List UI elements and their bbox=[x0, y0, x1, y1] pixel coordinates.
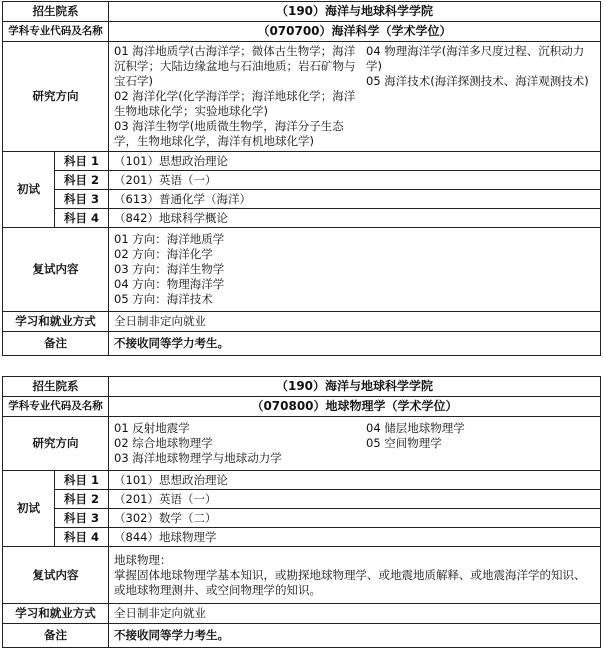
major-value: （070700）海洋科学（学术学位） bbox=[109, 22, 601, 42]
research-columns bbox=[114, 42, 595, 151]
research-direction: 05 空间物理学 bbox=[366, 436, 442, 450]
subject-value: （101）思想政治理论 bbox=[109, 471, 601, 490]
research-label: 研究方向 bbox=[3, 42, 109, 152]
notes-label: 备注 bbox=[3, 332, 109, 356]
subject-name: 科目 2 bbox=[55, 171, 109, 190]
study-mode-label: 学习和就业方式 bbox=[3, 604, 109, 624]
subject-value: （201）英语（一） bbox=[109, 490, 601, 509]
subject-name: 科目 4 bbox=[55, 528, 109, 547]
school-label: 招生院系 bbox=[3, 377, 109, 397]
school-value: （190）海洋与地球科学学院 bbox=[109, 2, 601, 22]
subject-name: 科目 1 bbox=[55, 152, 109, 171]
retest-line: 02 方向：海洋化学 bbox=[114, 247, 213, 261]
subject-name: 科目 3 bbox=[55, 509, 109, 528]
subject-name: 科目 3 bbox=[55, 190, 109, 209]
notes-label: 备注 bbox=[3, 624, 109, 648]
study-mode-value: 全日制非定向就业 bbox=[109, 312, 601, 332]
research-direction: 01 反射地震学 bbox=[114, 421, 190, 435]
retest-line: 05 方向：海洋技术 bbox=[114, 292, 213, 306]
retest-line: 掌握固体地球物理学基本知识，或勘探地球物理学、或地震地质解释、或地震海洋学的知识、或地球物理测井、或空间物理学的知识。 bbox=[114, 567, 586, 597]
research-column-right bbox=[366, 421, 595, 466]
notes-value: 不接收同等学力考生。 bbox=[109, 332, 601, 356]
subject-value: （201）英语（一） bbox=[109, 171, 601, 190]
research-direction: 02 综合地球物理学 bbox=[114, 436, 213, 450]
retest-line: 03 方向：海洋生物学 bbox=[114, 262, 225, 276]
notes-value: 不接收同等学力考生。 bbox=[109, 624, 601, 648]
research-columns bbox=[114, 419, 595, 468]
subject-value: （842）地球科学概论 bbox=[109, 209, 601, 228]
major-value: （070800）地球物理学（学术学位） bbox=[109, 397, 601, 417]
retest-label: 复试内容 bbox=[3, 547, 109, 604]
subject-name: 科目 2 bbox=[55, 490, 109, 509]
subject-value: （844）地球物理学 bbox=[109, 528, 601, 547]
subject-name: 科目 1 bbox=[55, 471, 109, 490]
subject-value: （613）普通化学（海洋） bbox=[109, 190, 601, 209]
major-code-label: 学科专业代码及名称 bbox=[3, 397, 109, 417]
retest-line: 04 方向：物理海洋学 bbox=[114, 277, 225, 291]
research-direction: 02 海洋化学(化学海洋学；海洋地球化学；海洋生物地球化学；实验地球化学) bbox=[114, 89, 356, 118]
initial-exam-label: 初试 bbox=[3, 152, 55, 228]
retest-line: 地球物理： bbox=[114, 552, 172, 567]
program-table bbox=[2, 1, 601, 356]
subject-value: （302）数学（二） bbox=[109, 509, 601, 528]
research-column-left bbox=[114, 44, 366, 149]
retest-content bbox=[109, 228, 601, 312]
research-direction: 04 储层地球物理学 bbox=[366, 421, 465, 435]
research-direction: 03 海洋生物学(地质微生物学，海洋分子生态学，生物地球化学，海洋有机地球化学) bbox=[114, 119, 344, 148]
research-label: 研究方向 bbox=[3, 417, 109, 471]
study-mode-value: 全日制非定向就业 bbox=[109, 604, 601, 624]
subject-name: 科目 4 bbox=[55, 209, 109, 228]
research-column-right bbox=[366, 44, 595, 149]
research-column-left bbox=[114, 421, 366, 466]
program-table bbox=[2, 376, 601, 648]
initial-exam-label: 初试 bbox=[3, 471, 55, 547]
subject-value: （101）思想政治理论 bbox=[109, 152, 601, 171]
retest-line: 01 方向：海洋地质学 bbox=[114, 232, 225, 246]
research-direction: 03 海洋地球物理学与地球动力学 bbox=[114, 451, 282, 465]
retest-content bbox=[109, 547, 601, 604]
research-direction: 01 海洋地质学(古海洋学；微体古生物学；海洋沉积学；大陆边缘盆地与石油地质；岩石矿物与宝石学) bbox=[114, 44, 356, 88]
school-value: （190）海洋与地球科学学院 bbox=[109, 377, 601, 397]
research-direction: 05 海洋技术(海洋探测技术、海洋观测技术) bbox=[366, 74, 589, 88]
school-label: 招生院系 bbox=[3, 2, 109, 22]
major-code-label: 学科专业代码及名称 bbox=[3, 22, 109, 42]
research-directions bbox=[109, 42, 601, 152]
research-directions bbox=[109, 417, 601, 471]
study-mode-label: 学习和就业方式 bbox=[3, 312, 109, 332]
retest-label: 复试内容 bbox=[3, 228, 109, 312]
research-direction: 04 物理海洋学(海洋多尺度过程、沉积动力学) bbox=[366, 44, 585, 73]
